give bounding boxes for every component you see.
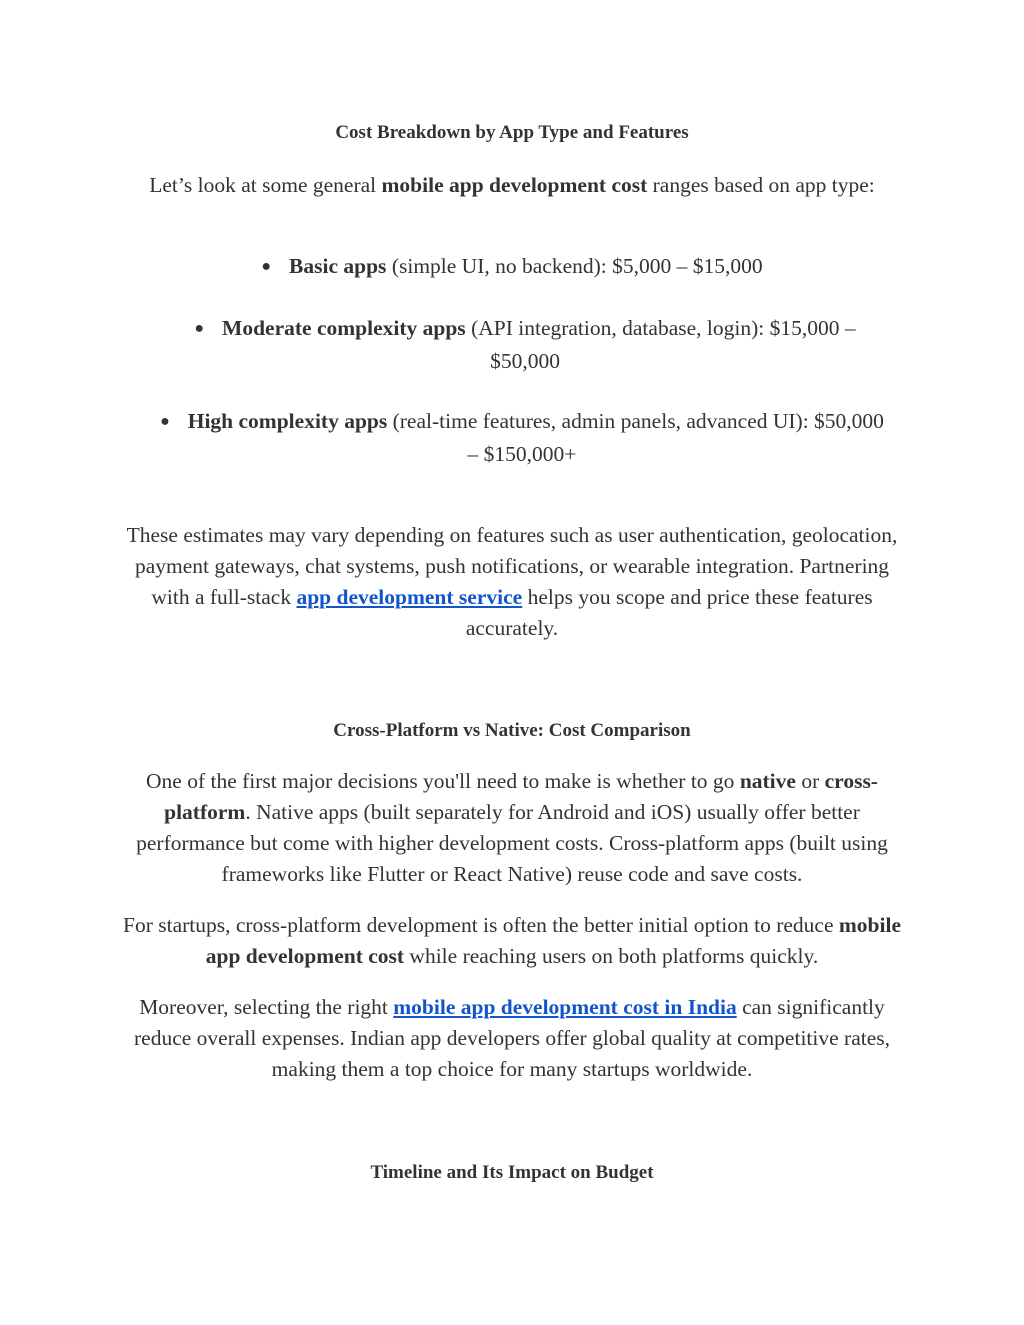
platform-text-mid: or	[795, 769, 825, 793]
startups-paragraph	[112, 910, 912, 972]
estimates-text-end: helps you scope and price these features accurately.	[465, 585, 873, 640]
startups-bold: mobile app development cost	[205, 913, 901, 968]
list-item-text: (real-time features, admin panels, advanced UI): $50,000 – $150,000+	[387, 409, 884, 466]
list-item-title: High complexity apps	[187, 409, 388, 433]
list-item-text: (simple UI, no backend): $5,000 – $15,000	[386, 254, 763, 278]
platform-text: One of the first major decisions you'll need to make is whether to go	[146, 769, 740, 793]
estimates-text: These estimates may vary depending on features such as user authentication, geolocation, payment gateways, chat systems, push notifications, or wearable integration. Partnering with a full-stack	[126, 523, 898, 609]
intro-paragraph	[130, 170, 894, 201]
section-heading-cross-platform: Cross-Platform vs Native: Cost Comparison	[333, 720, 691, 741]
india-paragraph	[112, 992, 912, 1085]
india-text-end: can significantly reduce overall expenses. Indian app developers offer global quality at competitive rates, making them a top choice for many startups worldwide.	[134, 995, 890, 1081]
startups-text: For startups, cross-platform development is often the better initial option to reduce	[122, 913, 839, 937]
intro-text: Let’s look at some general	[149, 173, 382, 197]
section-heading-cost-breakdown: Cost Breakdown by App Type and Features	[335, 122, 689, 143]
list-item-text: (API integration, database, login): $15,000 – $50,000	[465, 316, 856, 373]
startups-text-end: while reaching users on both platforms quickly.	[404, 944, 819, 968]
section-heading-timeline: Timeline and Its Impact on Budget	[370, 1162, 654, 1183]
india-cost-link[interactable]: mobile app development cost in India	[393, 995, 737, 1019]
list-item-title: Basic apps	[289, 254, 387, 278]
bullet-icon: ●	[160, 413, 170, 430]
list-item	[160, 406, 884, 470]
intro-bold: mobile app development cost	[381, 173, 648, 197]
list-item-title: Moderate complexity apps	[222, 316, 466, 340]
cross-platform-bold: cross-platform	[164, 769, 878, 824]
app-development-service-link[interactable]: app development service	[296, 585, 523, 609]
bullet-icon: ●	[194, 320, 205, 337]
bullet-icon: ●	[261, 258, 272, 275]
native-bold: native	[739, 769, 796, 793]
estimates-paragraph	[116, 520, 908, 644]
intro-text-end: ranges based on app type:	[647, 173, 875, 197]
india-text: Moreover, selecting the right	[139, 995, 394, 1019]
platform-paragraph	[118, 766, 906, 890]
platform-text-end: . Native apps (built separately for Android and iOS) usually offer better performance but come with higher development costs. Cross-platform apps (built using frameworks like Flutter or React Native) reuse code and save costs.	[136, 800, 888, 886]
list-item	[160, 313, 890, 377]
list-item	[150, 251, 874, 284]
